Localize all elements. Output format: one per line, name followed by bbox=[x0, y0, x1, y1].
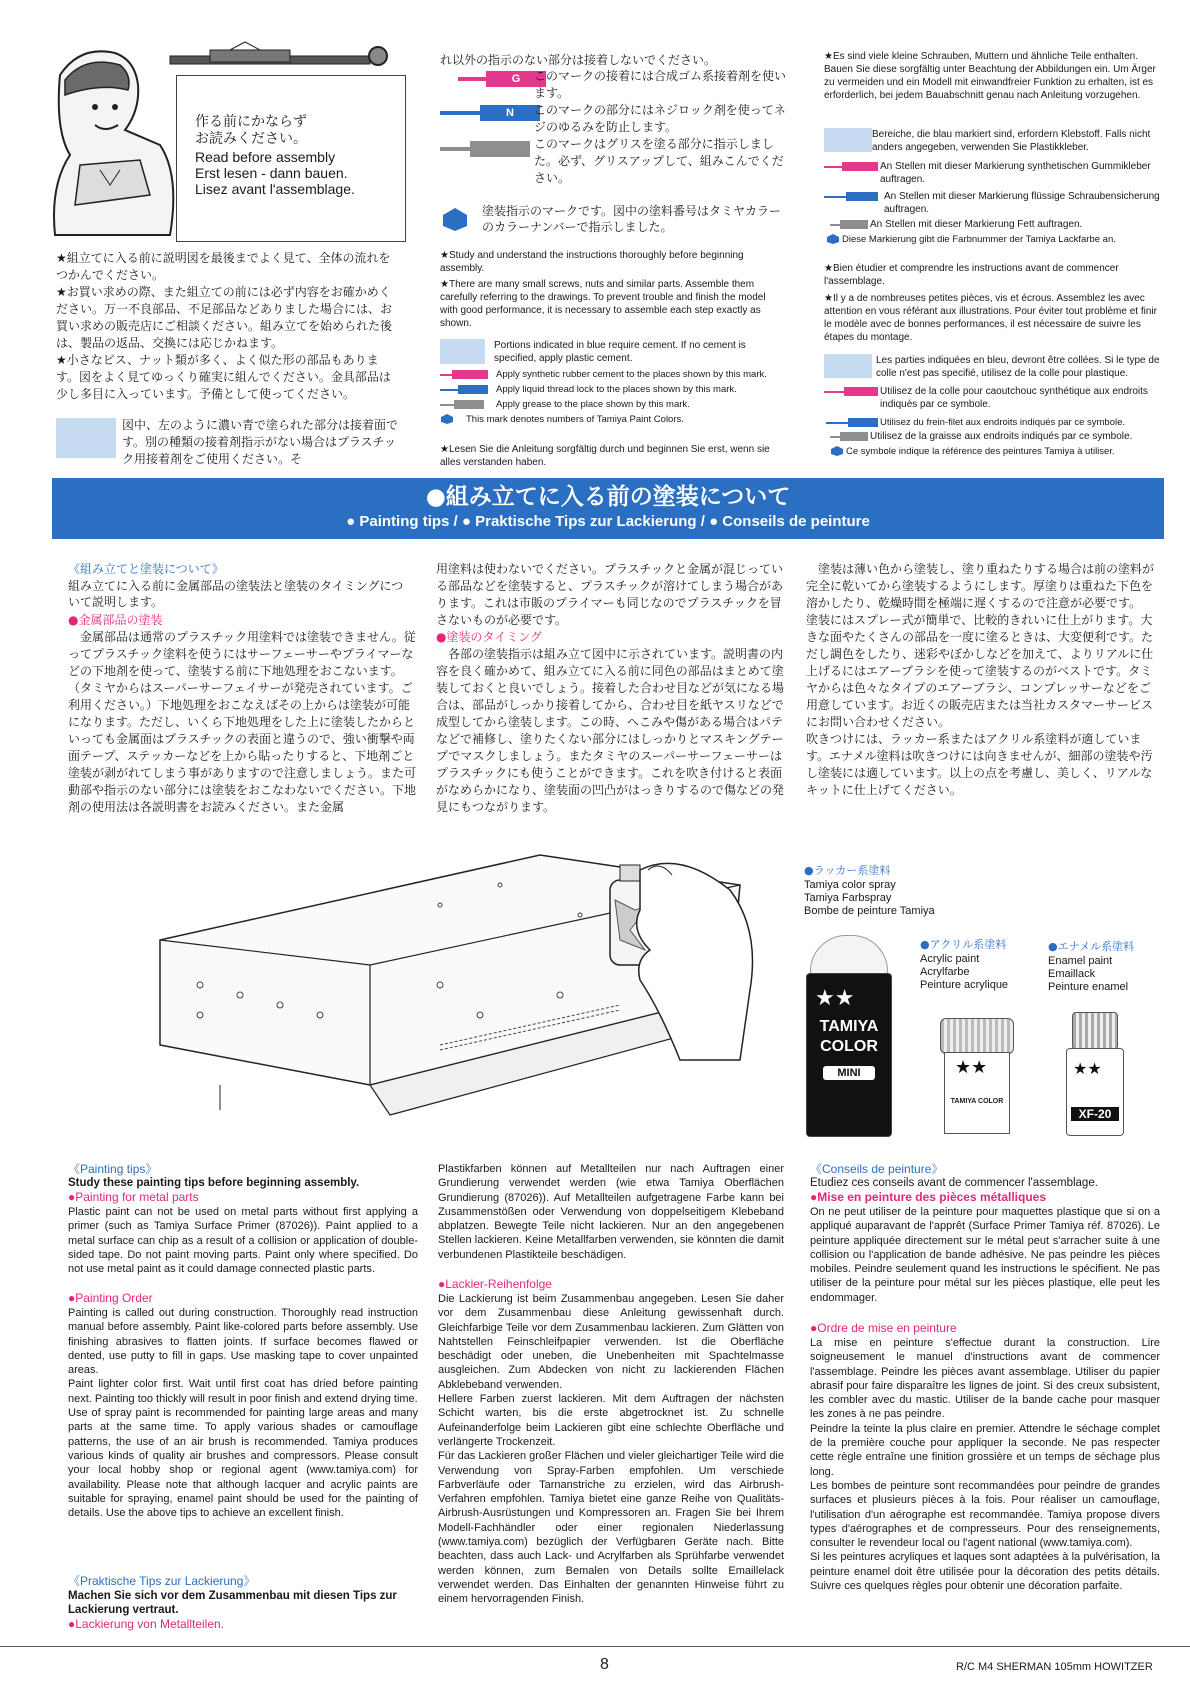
intro-de-paint: Diese Markierung gibt die Farbnummer der Tamiya Lackfarbe an. bbox=[842, 234, 1116, 245]
enamel-bottle-stars-icon: ★★ bbox=[1073, 1059, 1102, 1078]
fr-paint-icon bbox=[830, 445, 844, 457]
read-before-title-en: Read before assembly bbox=[195, 149, 336, 165]
page-number: 8 bbox=[600, 1656, 609, 1673]
n-mark-label: N bbox=[480, 105, 540, 121]
de-g-mark bbox=[824, 162, 880, 172]
spray-can-mini-label: MINI bbox=[823, 1066, 875, 1080]
acrylic-en: Acrylic paint bbox=[920, 953, 980, 965]
intro-fr-study: ★Bien étudier et comprendre les instructions avant de commencer l'assemblage. bbox=[824, 263, 1119, 287]
read-before-title-de: Erst lesen - dann bauen. bbox=[195, 165, 348, 181]
intro-en-g: Apply synthetic rubber cement to the places shown by this mark. bbox=[496, 369, 767, 380]
intro-fr-blue: Les parties indiquées en bleu, devront être collées. Si le type de colle n'est pas specifié, utilisez de la colle pour plastique. bbox=[876, 355, 1160, 379]
fr-paint-head: 《Conseils de peinture》 bbox=[810, 1162, 944, 1176]
intro-en-blue: Portions indicated in blue require cement. If no cement is specified, apply plastic cement. bbox=[494, 340, 746, 364]
enamel-en: Enamel paint bbox=[1048, 955, 1113, 967]
en-paint-icon bbox=[440, 413, 454, 425]
paint-mark-icon bbox=[440, 206, 470, 232]
de-n-mark bbox=[824, 192, 880, 202]
spray-can-stars-icon: ★★ bbox=[815, 986, 855, 1011]
en-grease-mark bbox=[440, 400, 490, 410]
acrylic-jar-label: TAMIYA COLOR bbox=[950, 1098, 1004, 1105]
lacquer-fr: Bombe de peinture Tamiya bbox=[804, 905, 935, 917]
enamel-de: Emaillack bbox=[1048, 968, 1096, 980]
intro-fr-n: Utilisez du frein-filet aux endroits indiqués par ce symbole. bbox=[880, 417, 1126, 428]
fr-paint-body1: On ne peut utiliser de la peinture pour maquettes plastique que si on a appliqué auparavant de l'apprêt (Surface Primer Tamiya réf. 87026). Le peinture appliquée directement sur le métal peut s'arracher suite à une collision ou l'application de bande adhésive. Ne pas peindre les pièces mobiles. Peindre seulement quand les instructions le spécifient. Ne pas utiliser de la peinture pour métal sur les pièces plastique, elle peut les endommager. bbox=[810, 1206, 1160, 1304]
jp-paint-c1-sub: ●金属部品の塗装 bbox=[68, 613, 163, 627]
grease-mark-jp: このマークはグリスを塗る部分に指示しました。必ず、グリスアップして、組みこんでください。 bbox=[534, 137, 784, 185]
n-mark-jp: このマークの部分にはネジロック剤を使ってネジのゆるみを防止します。 bbox=[534, 103, 786, 134]
intro-jp-notes: ★組立てに入る前に説明図を最後までよく見て、全体の流れをつかんでください。 ★お買い求めの際、また組立ての前には必ず内容をお確かめください。万一不良部品、不足部品などありました場合には、お買い求めの販売店にご相談ください。組み立てを始められた後は、製品の返品、交換には応じかねます。 ★小さなビス、ナット類が多く、よく似た形の部品もあります。図をよく見てゆっくり確実に組んでください。金具部品は少し多目に入っています。予備として使ってください。 bbox=[56, 251, 393, 401]
de-paint-sub2: ●Lackier-Reihenfolge bbox=[438, 1277, 552, 1291]
acrylic-jar-product bbox=[938, 1018, 1014, 1136]
jp-paint-c1-body: 金属部品は通常のプラスチック用塗料では塗装できません。従ってプラスチック塗料を使うにはサーフェーサーやプライマーなどの下地剤を使って、塗装する前に下地処理をおこないます。（タミヤからはスーパーサーフェイサーが発売されています。ご利用ください。）下地処理をおこなえばその上からは塗装が可能になります。ただし、いくら下地処理をした上に塗装したからといっても金属面はプラスチックの表面と違うので、強い衝撃や両面テープ、ステッカーなどを上から貼ったりすると、下地剤ごと塗装が剥がれてしまう事がありますので注意しましょう。また可動部や指示のない部分には塗装をおこなわないでください。下地剤の使用法は各説明書をお読みください。また金属 bbox=[68, 630, 417, 814]
fr-g-mark bbox=[824, 387, 880, 397]
intro-de-grease: An Stellen mit dieser Markierung Fett auftragen. bbox=[870, 219, 1083, 230]
en-paint-head: 《Painting tips》 bbox=[68, 1162, 158, 1176]
read-before-title-jp: 作る前にかならず お読みください。 bbox=[195, 114, 307, 147]
blue-cement-swatch bbox=[56, 418, 116, 458]
intro-fr-paint: Ce symbole indique la référence des peintures Tamiya à utiliser. bbox=[846, 446, 1115, 457]
acrylic-de: Acrylfarbe bbox=[920, 966, 970, 978]
de-paint-body2: Die Lackierung ist beim Zusammenbau angegeben. Lesen Sie daher vor dem Zusammenbau diese Anleitung gewissenhaft durch. Gleichfarbige Teile vor dem Zusammenbau lackieren. Zum Glätten von Nahtstellen Feinschleifpapier verwenden. Ist die Oberfläche beschädigt oder uneben, die Unebenheiten mit Spachtelmasse ausgleichen. Zum Abdecken von nicht zu lackierenden Flächen Abklebeband verwenden. Hellere Farben zuerst lackieren. Mit dem Auftragen der nächsten Schicht warten, bis die erste abgetrocknet ist. Zu schnelle Aufeinanderfolge beim Lackieren gibt eine schlechte Oberfläche und verlängerte Trockenzeit. Für das Lackieren großer Flächen und vieler gleichartiger Teile wird die Verwendung von Spray-Farben empfohlen. Um verschiede Farbverläufe oder Tarnanstriche zu erzielen, wird das Airbrush-Verfahren empfohlen. Tamiya bietet eine ganze Reihe von Qualitäts-Airbrush-Ausrüstungen und Kompressoren an. Fragen Sie bei Ihrem Modell-Fachhändler oder einer regionalen Niederlassung (www.tamiya.com) bezüglich der Verfügbaren Geräte nach. Bitte beachten, dass auch Lack- und Acrylfarben als Sprühfarbe verwendet werden können, zum Bemalen von Details sollte Emaillelack verwendet werden. Das Einhalten der genannten Hinweise führt zu einem hervorragenden Finish. bbox=[438, 1293, 784, 1606]
model-name: R/C M4 SHERMAN 105mm HOWITZER bbox=[956, 1661, 1153, 1673]
grease-mark-bar bbox=[440, 140, 530, 158]
fr-blue-swatch bbox=[824, 354, 872, 378]
intro-de-g: An Stellen mit dieser Markierung synthetischen Gummikleber auftragen. bbox=[880, 161, 1151, 185]
jp-paint-c2-body1: 用塗料は使わないでください。プラスチックと金属が混じっている部品などを塗装すると、プラスチックが溶けてしまう場合があります。これは市販のプライマーも同じなのでプラスチックを冒さないものが必要です。 bbox=[436, 562, 784, 627]
en-paint-body2: Painting is called out during construction. Thoroughly read instruction manual before assembly. Paint like-colored parts before assembly. Use finishing abrasives to flatten joints. If surface becomes flawed or dented, use putty to fill in gaps. Use masking tape to cover unpainted areas. Paint lighter color first. Wait until first coat has dried before painting next. Painting too thickly will result in poor finish and extend drying time. Use of spray paint is recommended for painting large areas and many parts at the same time. To apply various shades or camouflage patterns, the use of an air brush is recommended. Tamiya produces various kinds of quality air brushes and compressors. Please consult your local hobby shop or regional agent (www.tamiya.com) for availability. Please note that although lacquer and acrylic paints are suitable for spraying, enamel paint should be used for the painting of details. Use the above tips to achieve an excellent finish. bbox=[68, 1307, 418, 1520]
spray-can-brand-1: TAMIYA bbox=[819, 1018, 879, 1035]
intro-en-screws: ★There are many small screws, nuts and similar parts. Assemble them carefully referring to the drawings. To prevent trouble and finish the model with good performance, it is necessary to assemble each step exactly as shown. bbox=[440, 279, 766, 329]
de-blue-swatch bbox=[824, 128, 872, 152]
intro-de-blue: Bereiche, die blau markiert sind, erfordern Klebstoff. Falls nicht anders angegeben, verwenden Sie Plastikkleber. bbox=[872, 129, 1151, 153]
enamel-bottle-code: XF-20 bbox=[1071, 1107, 1119, 1121]
g-mark-label: G bbox=[486, 71, 546, 87]
en-n-mark bbox=[440, 385, 490, 395]
spray-can-hand-illustration bbox=[600, 850, 780, 1070]
de-paint-head: 《Praktische Tips zur Lackierung》 bbox=[68, 1574, 256, 1588]
enamel-jp: ●エナメル系塗料 bbox=[1048, 940, 1135, 953]
intro-de-n: An Stellen mit dieser Markierung flüssige Schraubensicherung auftragen. bbox=[884, 191, 1160, 215]
gun-barrel-illustration bbox=[150, 38, 400, 78]
acrylic-fr: Peinture acrylique bbox=[920, 979, 1009, 991]
fr-grease-mark bbox=[830, 432, 870, 442]
intro-fr-screws: ★Il y a de nombreuses petites pièces, vis et écrous. Assemblez les avec attention en vous référant aux illustrations. Pour éviter tout problème et finir le modèle avec de bonnes performances, il est nécessaire de suivre les étapes du montage. bbox=[824, 293, 1157, 343]
jp-paint-c2-sub: ●塗装のタイミング bbox=[436, 630, 542, 644]
jp-paint-c3-body: 塗装は薄い色から塗装し、塗り重ねたりする場合は前の塗料が完全に乾いてから塗装するようにします。厚塗りは重ねた下色を溶かしたり、乾燥時間を極端に遅くするので注意が必要です。 塗装にはスプレー式が簡単で、比較的きれいに仕上がります。大きな面やたくさんの部品を一度に塗るときは、大変便利です。ただし調色をしたり、迷彩やぼかしなどを加えて、よりリアルに仕上げるにはエアーブラシを使って塗装するのがベストです。タミヤからは色々なタイプのエアーブラシ、コンプレッサーなどをご用意しています。お近くの販売店または当社カスタマーサービスにお問い合わせください。 吹きつけには、ラッカー系またはアクリル系塗料が適しています。エナメル塗料は吹きつけには向きませんが、細部の塗装や汚し塗装には適しています。以上の点を考慮し、美しく、リアルなキットに仕上げてください。 bbox=[806, 562, 1155, 797]
intro-jp-blue-note: 図中、左のように濃い青で塗られた部分は接着面です。別の種類の接着剤指示がない場合はプラスチック用接着剤をご使用ください。そ bbox=[122, 418, 399, 466]
en-blue-swatch bbox=[440, 339, 485, 364]
intro-en-paint: This mark denotes numbers of Tamiya Paint Colors. bbox=[466, 414, 684, 425]
acrylic-jp: ●アクリル系塗料 bbox=[920, 938, 1007, 951]
g-mark-jp: このマークの接着には合成ゴム系接着剤を使います。 bbox=[534, 69, 787, 100]
lacquer-de: Tamiya Farbspray bbox=[804, 892, 892, 904]
lacquer-jp: ●ラッカー系塗料 bbox=[804, 864, 891, 877]
read-before-title-fr: Lisez avant l'assemblage. bbox=[195, 181, 355, 197]
lacquer-en: Tamiya color spray bbox=[804, 879, 896, 891]
intro-fr-grease: Utilisez de la graisse aux endroits indiqués par ce symbole. bbox=[870, 431, 1133, 442]
jp-paint-c1-intro: 組み立てに入る前に金属部品の塗装法と塗装のタイミングについて説明します。 bbox=[68, 579, 404, 609]
intro-en-n: Apply liquid thread lock to the places shown by this mark. bbox=[496, 384, 737, 395]
de-paint-body1: Plastikfarben können auf Metallteilen nur nach Auftragen einer Grundierung verwendet werden (wie etwa Tamiya Oberflächen Grundierung (87026)). Auf Metallteilen aufgetragene Farbe kann bei Zusammenstößen oder Verwendung von doppelseitigem Klebeband abplatzen. Bewegte Teile nicht lackieren. Nur an den angegebenen Stellen lackieren. Keine Metallfarben verwenden, sie könnten die damit verbundenen Plastikteile beschädigen. bbox=[438, 1163, 784, 1261]
spray-can-product bbox=[806, 935, 890, 1135]
footer-divider bbox=[0, 1646, 1190, 1647]
jp-paint-c1-head: 《組み立てと塗装について》 bbox=[68, 562, 224, 576]
fr-paint-sub2: ●Ordre de mise en peinture bbox=[810, 1321, 957, 1335]
fr-paint-body2: La mise en peinture s'effectue durant la construction. Lire soigneusement le manuel d'instructions avant de commencer l'assemblage. Peindre les pièces avant assemblage. Utiliser du papier abrasif pour faire disparaître les lignes de joint. Si des creux subsistent, les combler avec du mastic. Utiliser de la bande cache pour masquer les zones à ne pas peindre. Peindre la teinte la plus claire en premier. Attendre le séchage complet de la première couche pour appliquer la seconde. Ne pas respecter cette règle entraîne une finition grossière et un temps de séchage plus long. Les bombes de peinture sont recommandées pour peindre de grandes surfaces et plusieurs pièces à la fois. Pour réaliser un camouflage, l'utilisation d'un aérographe est recommandée. Tamiya propose divers types d'aérographes et de compresseurs. Pour des renseignements, consulter le revendeur local ou l'agent national (www.tamiya.com). Si les peintures acryliques et laques sont adaptées à la pulvérisation, la peinture enamel doit être utilisée pour la décoration des petits détails. Suivre ces quelques règles pour obtenir une décoration parfaite. bbox=[810, 1337, 1160, 1593]
enamel-fr: Peinture enamel bbox=[1048, 981, 1129, 993]
en-paint-sub1: ●Painting for metal parts bbox=[68, 1190, 199, 1204]
en-paint-intro: Study these painting tips before beginning assembly. bbox=[68, 1177, 360, 1189]
intro-en-grease: Apply grease to the place shown by this mark. bbox=[496, 399, 690, 410]
intro-de-lesen: ★Lesen Sie die Anleitung sorgfältig durch und beginnen Sie erst, wenn sie alles verstanden haben. bbox=[440, 444, 770, 468]
jp-paint-c2-body2: 各部の塗装指示は組み立て図中に示されています。説明書の内容を良く確かめて、組み立てに入る前に同色の部品はまとめて塗装しておくと良いでしょう。接着した合わせ目などが気になる場合は、部品がしっかり接着してから、合わせ目を紙ヤスリなどで成型してから塗装します。この時、へこみや傷がある場合はパテなどで補修し、塗りたくない部分にはしっかりとマスキングテープでマスクしましょう。またタミヤのスーパーサーフェーサーはプラスチックにも使うことができます。これを吹き付けると表面がなめらかになり、塗装面の凹凸がはっきりするので傷などの発見にもつながります。 bbox=[436, 647, 785, 814]
fr-n-mark bbox=[826, 418, 880, 428]
intro-en-study: ★Study and understand the instructions thoroughly before beginning assembly. bbox=[440, 250, 744, 274]
fr-paint-intro: Etudiez ces conseils avant de commencer l'assemblage. bbox=[810, 1177, 1098, 1189]
banner-subtitle: ● Painting tips / ● Praktische Tips zur Lackierung / ● Conseils de peinture bbox=[346, 513, 870, 530]
de-grease-mark bbox=[830, 220, 870, 230]
de-paint-icon bbox=[826, 233, 840, 245]
intro-de-screws: ★Es sind viele kleine Schrauben, Muttern und ähnliche Teile enthalten. Bauen Sie diese sorgfältig unter Beachtung der Abbildungen ein. Um Ärger zu vermeiden und ein Modell mit einwandfreier Funktion zu erhalten, ist es erforderlich, bei jedem Bauabschnitt genau nach Anleitung vorzugehen. bbox=[824, 51, 1156, 101]
de-paint-intro: Machen Sie sich vor dem Zusammenbau mit diesen Tips zur Lackierung vertraut. bbox=[68, 1590, 397, 1616]
fr-paint-sub1: ●Mise en peinture des pièces métalliques bbox=[810, 1190, 1046, 1204]
en-g-mark bbox=[440, 370, 490, 380]
read-before-box bbox=[176, 75, 406, 242]
enamel-bottle-product bbox=[1066, 1012, 1122, 1136]
en-paint-body1: Plastic paint can not be used on metal parts without first applying a primer (such as Tamiya Surface Primer (87026)). Paint applied to a metal surface can chip as a result of a collision or application of double-sided tape. Do not paint moving parts. Paint only where specified. Do not use metal paint as it could damage connected plastic parts. bbox=[68, 1206, 418, 1276]
de-paint-sub1: ●Lackierung von Metallteilen. bbox=[68, 1617, 224, 1631]
paint-mark-jp: 塗装指示のマークです。図中の塗料番号はタミヤカラーのカラーナンバーで指示しました。 bbox=[482, 204, 782, 234]
en-paint-sub2: ●Painting Order bbox=[68, 1291, 153, 1305]
intro-fr-g: Utilisez de la colle pour caoutchouc synthétique aux endroits indiqués par ce symbole. bbox=[880, 386, 1148, 410]
acrylic-jar-stars-icon: ★★ bbox=[955, 1057, 988, 1078]
intro-jp-col2-top: れ以外の指示のない部分は接着しないでください。 bbox=[440, 53, 717, 67]
banner-title-jp: ●組み立てに入る前の塗装について bbox=[425, 484, 791, 510]
painting-tips-banner bbox=[52, 478, 1164, 539]
spray-can-brand-2: COLOR bbox=[820, 1038, 878, 1055]
